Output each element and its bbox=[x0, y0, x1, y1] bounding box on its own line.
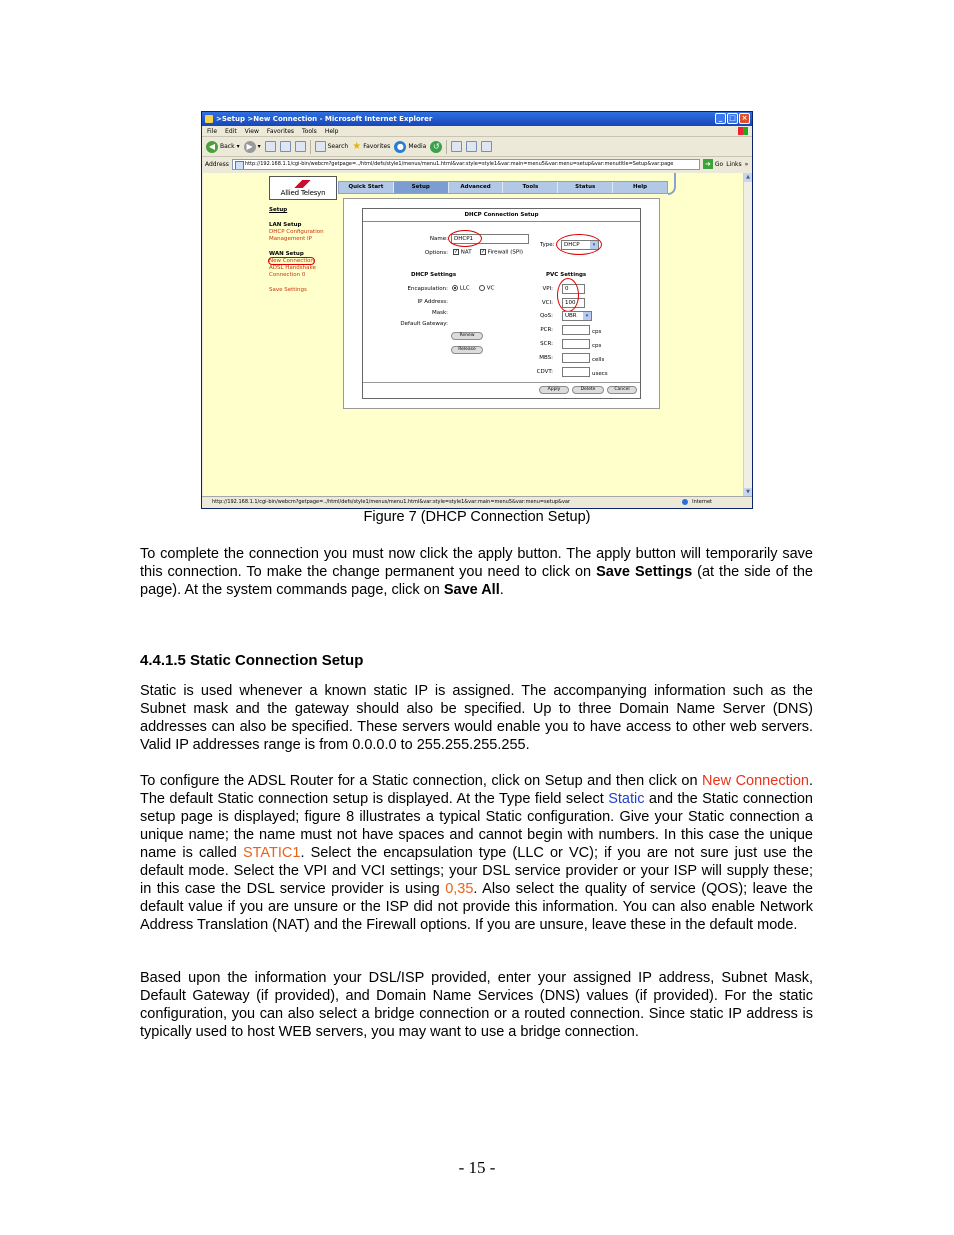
vpi-vci-highlight: 0,35 bbox=[445, 881, 474, 897]
renew-button[interactable]: Renew bbox=[451, 332, 483, 340]
sidebar-adsl-handshake[interactable]: ADSL Handshake bbox=[269, 265, 316, 271]
star-icon: ★ bbox=[352, 141, 362, 152]
pcr-unit: cps bbox=[592, 329, 602, 335]
sidebar-save-settings[interactable]: Save Settings bbox=[269, 287, 307, 293]
vc-option[interactable]: VC bbox=[479, 285, 494, 292]
static-link: Static bbox=[608, 791, 645, 807]
paragraph-apply: To complete the connection you must now click the apply button. The apply button will temporarily save this connection. To make the change permanent you need to click on Save Settings (at the side of the page). At the system commands page, click on Save All. bbox=[140, 546, 813, 598]
menu-edit[interactable]: Edit bbox=[225, 128, 237, 135]
tab-setup[interactable]: Setup bbox=[394, 182, 449, 193]
mbs-label: MBS: bbox=[539, 355, 553, 361]
qos-select[interactable]: UBR ▾ bbox=[562, 311, 592, 321]
router-nav-bar bbox=[338, 181, 668, 194]
forward-arrow-icon: ▶ bbox=[244, 141, 256, 153]
tab-help[interactable]: Help bbox=[632, 184, 648, 190]
address-bar bbox=[202, 157, 752, 171]
static1-highlight: STATIC1 bbox=[242, 845, 301, 861]
name-input[interactable]: DHCP1 bbox=[451, 234, 529, 244]
options-label: Options: bbox=[424, 250, 448, 256]
figure-caption: Figure 7 (DHCP Connection Setup) bbox=[363, 509, 591, 525]
ip-address-label: IP Address: bbox=[417, 299, 448, 305]
status-url: http://192.168.1.1/cgi-bin/webcm?getpage=../html/defs/style1/menus/menu1.html&var:style=style1&var:main=menu5&var:menu=setup&var bbox=[212, 499, 571, 505]
pvc-settings-heading: PVC Settings bbox=[546, 272, 587, 278]
paragraph-static-intro: Static is used whenever a known static IP is assigned. The accompanying information such as the Subnet mask and the gateway should also be specified. Up to three Domain Name Server (DNS) addresses can also be specified. These servers would enable you to have access to other web servers. Valid IP addresses range is from 0.0.0.0 to 255.255.255.255. bbox=[140, 683, 813, 753]
llc-option[interactable]: LLC bbox=[452, 285, 470, 292]
section-heading: 4.4.1.5 Static Connection Setup bbox=[140, 652, 364, 669]
dhcp-connection-panel bbox=[362, 208, 641, 399]
sidebar-new-connection[interactable]: New Connection bbox=[269, 258, 314, 264]
qos-label: QoS: bbox=[539, 313, 553, 319]
cdvt-input[interactable] bbox=[562, 367, 590, 377]
toolbar-separator bbox=[446, 140, 447, 154]
history-icon[interactable]: ↺ bbox=[430, 141, 442, 153]
nat-checkbox[interactable]: ✓ bbox=[454, 249, 459, 255]
default-gateway-label: Default Gateway: bbox=[400, 321, 448, 327]
router-sidebar bbox=[269, 207, 343, 294]
vpi-vci-highlight-circle bbox=[557, 278, 579, 312]
firewall-option[interactable]: ✓ Firewall (SPI) bbox=[481, 249, 523, 256]
browser-toolbar bbox=[202, 137, 752, 157]
go-button[interactable]: ➜ Go bbox=[703, 159, 723, 169]
menu-favorites[interactable]: Favorites bbox=[266, 128, 295, 135]
maximize-icon[interactable]: □ bbox=[727, 113, 738, 124]
search-icon bbox=[315, 141, 326, 152]
close-icon[interactable]: × bbox=[739, 113, 750, 124]
tab-status[interactable]: Status bbox=[558, 182, 613, 193]
chevron-right-icon[interactable]: » bbox=[744, 160, 749, 168]
mbs-input[interactable] bbox=[562, 353, 590, 363]
paragraph-configure: To configure the ADSL Router for a Static connection, click on Setup and then click on New Connection. The default Static connection setup is displayed. At the Type field select Static and the Static connection setup page is displayed; figure 8 illustrates a typical Static configuration. Give your Static connection a unique name; the name must not have spaces and cannot begin with numbers. In this case the unique name is called STATIC1. Select the encapsulation type (LLC or VC); if you are not sure just use the default mode. Select the VPI and VCI settings; your DSL service provider or your ISP will supply these; in this case the DSL service provider is using 0,35. Also select the quality of service (QOS); leave the default value if you are unsure or the ISP did not provide this information. You can also enable Network Address Translation (NAT) and the Firewall options. If you are unsure, leave these in the default mode. bbox=[140, 773, 813, 933]
name-label: Name: bbox=[429, 236, 448, 242]
scr-unit: cps bbox=[592, 343, 602, 349]
mask-label: Mask: bbox=[431, 310, 448, 316]
name-highlight-circle bbox=[448, 230, 482, 247]
dhcp-settings-heading: DHCP Settings bbox=[411, 272, 457, 278]
type-label: Type: bbox=[540, 242, 555, 248]
page-viewport bbox=[203, 173, 744, 497]
toolbar-separator bbox=[310, 140, 311, 154]
release-button[interactable]: Release bbox=[451, 346, 483, 354]
browser-title-bar bbox=[202, 112, 752, 126]
cdvt-unit: usecs bbox=[592, 371, 608, 377]
llc-radio[interactable] bbox=[452, 285, 458, 291]
apply-button[interactable]: Apply bbox=[539, 386, 569, 394]
tab-advanced[interactable]: Advanced bbox=[449, 182, 504, 193]
nav-decoration bbox=[668, 173, 676, 195]
logo-mark-icon bbox=[294, 180, 314, 188]
scroll-up-icon[interactable]: ▲ bbox=[744, 173, 752, 182]
status-zone: Internet bbox=[682, 497, 712, 508]
panel-title: DHCP Connection Setup bbox=[363, 209, 640, 222]
media-button[interactable]: ● Media bbox=[394, 141, 426, 153]
search-button[interactable]: Search bbox=[315, 141, 349, 152]
vci-label: VCI: bbox=[541, 300, 553, 306]
address-label: Address bbox=[205, 160, 229, 168]
go-arrow-icon: ➜ bbox=[703, 159, 713, 169]
cdvt-label: CDVT: bbox=[536, 369, 553, 375]
browser-status-bar bbox=[202, 496, 752, 508]
vertical-scrollbar[interactable] bbox=[743, 173, 752, 497]
pcr-input[interactable] bbox=[562, 325, 590, 335]
sidebar-setup[interactable]: Setup bbox=[269, 207, 288, 213]
vpi-label: VPI: bbox=[542, 286, 553, 292]
sidebar-lan-setup: LAN Setup bbox=[269, 222, 302, 228]
paragraph-based-upon: Based upon the information your DSL/ISP provided, enter your assigned IP address, Subnet Mask, Default Gateway (if provided), and Domain Name Services (DNS) values (if provided). For the static configuration, you can also select a bridge connection or a routed connection. Since static IP address is typically used to host WEB servers, you may want to use a bridge connection. bbox=[140, 970, 813, 1040]
sidebar-management-ip[interactable]: Management IP bbox=[269, 236, 312, 242]
chevron-down-icon: ▾ bbox=[583, 312, 591, 320]
menu-tools[interactable]: Tools bbox=[302, 128, 317, 135]
new-connection-link: New Connection bbox=[702, 773, 809, 789]
mail-icon[interactable] bbox=[451, 141, 462, 152]
nat-option[interactable]: ✓ NAT bbox=[454, 249, 472, 256]
links-button[interactable]: Links bbox=[726, 160, 742, 168]
edit-icon[interactable] bbox=[481, 141, 492, 152]
panel-divider bbox=[363, 382, 640, 383]
windows-flag-icon bbox=[738, 127, 748, 135]
favorites-button[interactable]: ★ Favorites bbox=[352, 141, 391, 152]
menu-file[interactable]: File bbox=[207, 128, 218, 135]
browser-title: >Setup >New Connection - Microsoft Internet Explorer bbox=[216, 115, 433, 123]
forward-button[interactable]: ▶ ▾ bbox=[244, 141, 261, 153]
refresh-icon[interactable] bbox=[280, 141, 291, 152]
menu-help[interactable]: Help bbox=[324, 128, 339, 135]
encapsulation-label: Encapsulation: bbox=[407, 286, 448, 292]
type-select[interactable]: DHCP ▾ bbox=[561, 240, 599, 250]
chevron-down-icon: ▾ bbox=[590, 241, 598, 249]
scr-label: SCR: bbox=[540, 341, 553, 347]
vc-radio[interactable] bbox=[479, 285, 485, 291]
delete-button[interactable]: Delete bbox=[572, 386, 604, 394]
menu-view[interactable]: View bbox=[244, 128, 259, 135]
type-highlight-circle bbox=[556, 234, 602, 255]
ie-icon bbox=[205, 115, 213, 123]
back-arrow-icon: ◀ bbox=[206, 141, 218, 153]
minimize-icon[interactable]: _ bbox=[715, 113, 726, 124]
page-number: - 15 - bbox=[458, 1158, 496, 1177]
back-button[interactable]: ◀ Back ▾ bbox=[206, 141, 240, 153]
main-frame bbox=[343, 198, 660, 409]
cancel-button[interactable]: Cancel bbox=[607, 386, 637, 394]
print-icon[interactable] bbox=[466, 141, 477, 152]
sidebar-connection-0[interactable]: Connection 0 bbox=[269, 272, 306, 278]
address-input[interactable]: http://192.168.1.1/cgi-bin/webcm?getpage=../html/defs/style1/menus/menu1.html&var:style=style1&var:main=menu5&var:menu=setup&var:menutitle=Setup&var:page bbox=[232, 159, 700, 170]
firewall-checkbox[interactable]: ✓ bbox=[481, 249, 486, 255]
browser-menu-bar bbox=[202, 126, 752, 137]
pcr-label: PCR: bbox=[540, 327, 553, 333]
stop-icon[interactable] bbox=[265, 141, 276, 152]
vci-input[interactable]: 100 bbox=[562, 298, 585, 308]
sidebar-dhcp-configuration[interactable]: DHCP Configuration bbox=[269, 229, 324, 235]
scroll-down-icon[interactable]: ▼ bbox=[744, 488, 752, 497]
mbs-unit: cells bbox=[592, 357, 605, 363]
tab-tools[interactable]: Tools bbox=[503, 182, 558, 193]
home-icon[interactable] bbox=[295, 141, 306, 152]
browser-screenshot bbox=[201, 111, 753, 509]
tab-quick-start[interactable]: Quick Start bbox=[339, 182, 394, 193]
sidebar-wan-setup: WAN Setup bbox=[269, 251, 304, 257]
allied-telesyn-logo: Allied Telesyn bbox=[269, 176, 337, 200]
media-icon: ● bbox=[394, 141, 406, 153]
vpi-input[interactable]: 0 bbox=[562, 284, 585, 294]
scr-input[interactable] bbox=[562, 339, 590, 349]
